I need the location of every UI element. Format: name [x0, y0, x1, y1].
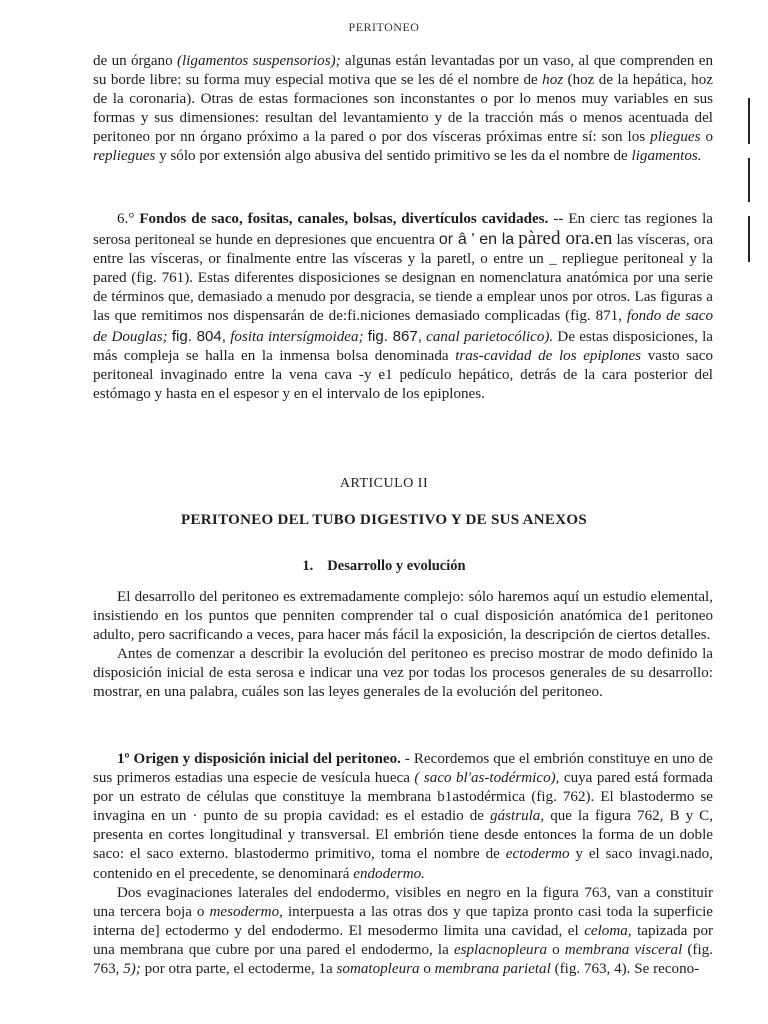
- paragraph-ligaments: de un órgano (ligamentos suspensorios); algunas están levantadas por un vaso, al que comprenden en su borde libre: su forma muy especial motiva que se les dé el nombre de hoz (hoz de la hepática, hoz de la coronaria). Otras de estas formaciones son inconstantes o por lo menos muy variables en sus formas y sus dimensiones: resultan del levantamiento y de la tracción más o menos acentuada del peritoneo por nn órgano próximo a la pared o por dos vísceras próximas entre sí: son los pliegues o repliegues y sólo por extensión algo abusiva del sentido primitivo se les da el nombre de ligamentos.: [93, 53, 714, 165]
- article-label: ARTICULO II: [339, 476, 429, 491]
- section-title: 1. Desarrollo y evolución: [302, 558, 466, 574]
- margin-mark-1: [748, 98, 750, 144]
- paragraph-fondos-de-saco: 6.° Fondos de saco, fositas, canales, bolsas, divertículos cavidades. -- En cierc tas regiones la serosa peritoneal se hunde en depresiones que encuentra or â ' en la pàred ora.en las vísceras, ora entre las vísceras, or finalmente entre las vísceras y la paretl, o entre un _ repliegue peritoneal y la pared (fig. 761). Estas diferentes disposiciones se designan en nomenclatura anatómica por una serie de términos que, demasiado a menudo por desgracia, se tiende a emplear unos por otros. Las figuras a las que remitimos nos dispensarán de de:fi.niciones demasiado complicadas (fig. 871, fondo de saco de Douglas; fig. 804, fosita intersígmoidea; fig. 867, canal parietocólico). De estas disposiciones, la más compleja se halla en la inmensa bolsa denominada tras-cavidad de los epiplones vasto saco peritoneal invaginado entre la vena cava -y e1 pedículo hepático, detrás de la cara posterior del estómago y hasta en el espesor y en el intervalo de los epiplones.: [93, 211, 714, 402]
- margin-mark-2: [748, 158, 750, 202]
- running-header: PERITONEO: [348, 20, 420, 34]
- paragraph-desarrollo: El desarrollo del peritoneo es extremadamente complejo: sólo haremos aquí un estudio elemental, insistiendo en los puntos que penniten comprender tal o cual disposición anatómica de1 peritoneo adulto, pero sacrificando a veces, para hacer más fácil la exposición, la descripción de ciertos detalles. Antes de comenzar a describir la evolución del peritoneo es preciso mostrar de modo definido la disposición inicial de esta serosa e indicar una vez por todas los procesos generales de su desarrollo: mostrar, en una palabra, cuáles son las leyes generales de la evolución del peritoneo.: [93, 589, 713, 701]
- margin-mark-3: [748, 216, 750, 262]
- article-title: PERITONEO DEL TUBO DIGESTIVO Y DE SUS ANEXOS: [181, 512, 587, 528]
- paragraph-origen: 1º Origen y disposición inicial del peritoneo. - Recordemos que el embrión constituye en uno de sus primeros estadias una especie de vesícula hueca ( saco bl'as-todérmico), cuya pared está formada por un estrato de células que constituye la membrana b1astodérmica (fig. 762). El blastodermo se invagina en un · punto de su propia cavidad: es el estadio de gástrula, que la figura 762, B y C, presenta en cortes longitudinal y transversal. El embrión tiene desde entonces la forma de un doble saco: el saco externo. blastodermo primitivo, toma el nombre de ectodermo y el saco invagi.nado, contenido en el precedente, se denominará endodermo. Dos evaginaciones laterales del endodermo, visibles en negro en la figura 763, van a constituir una tercera boja o mesodermo, interpuesta a las otras dos y que tapiza pronto casi toda la superficie interna de] ectodermo y del endodermo. El mesodermo limita una cavidad, el celoma, tapizada por una membrana que cubre por una pared el endodermo, la esplacnopleura o membrana visceral (fig. 763, 5); por otra parte, el ectoderme, 1a somatopleura o membrana parietal (fig. 763, 4). Se recono-: [93, 751, 714, 978]
